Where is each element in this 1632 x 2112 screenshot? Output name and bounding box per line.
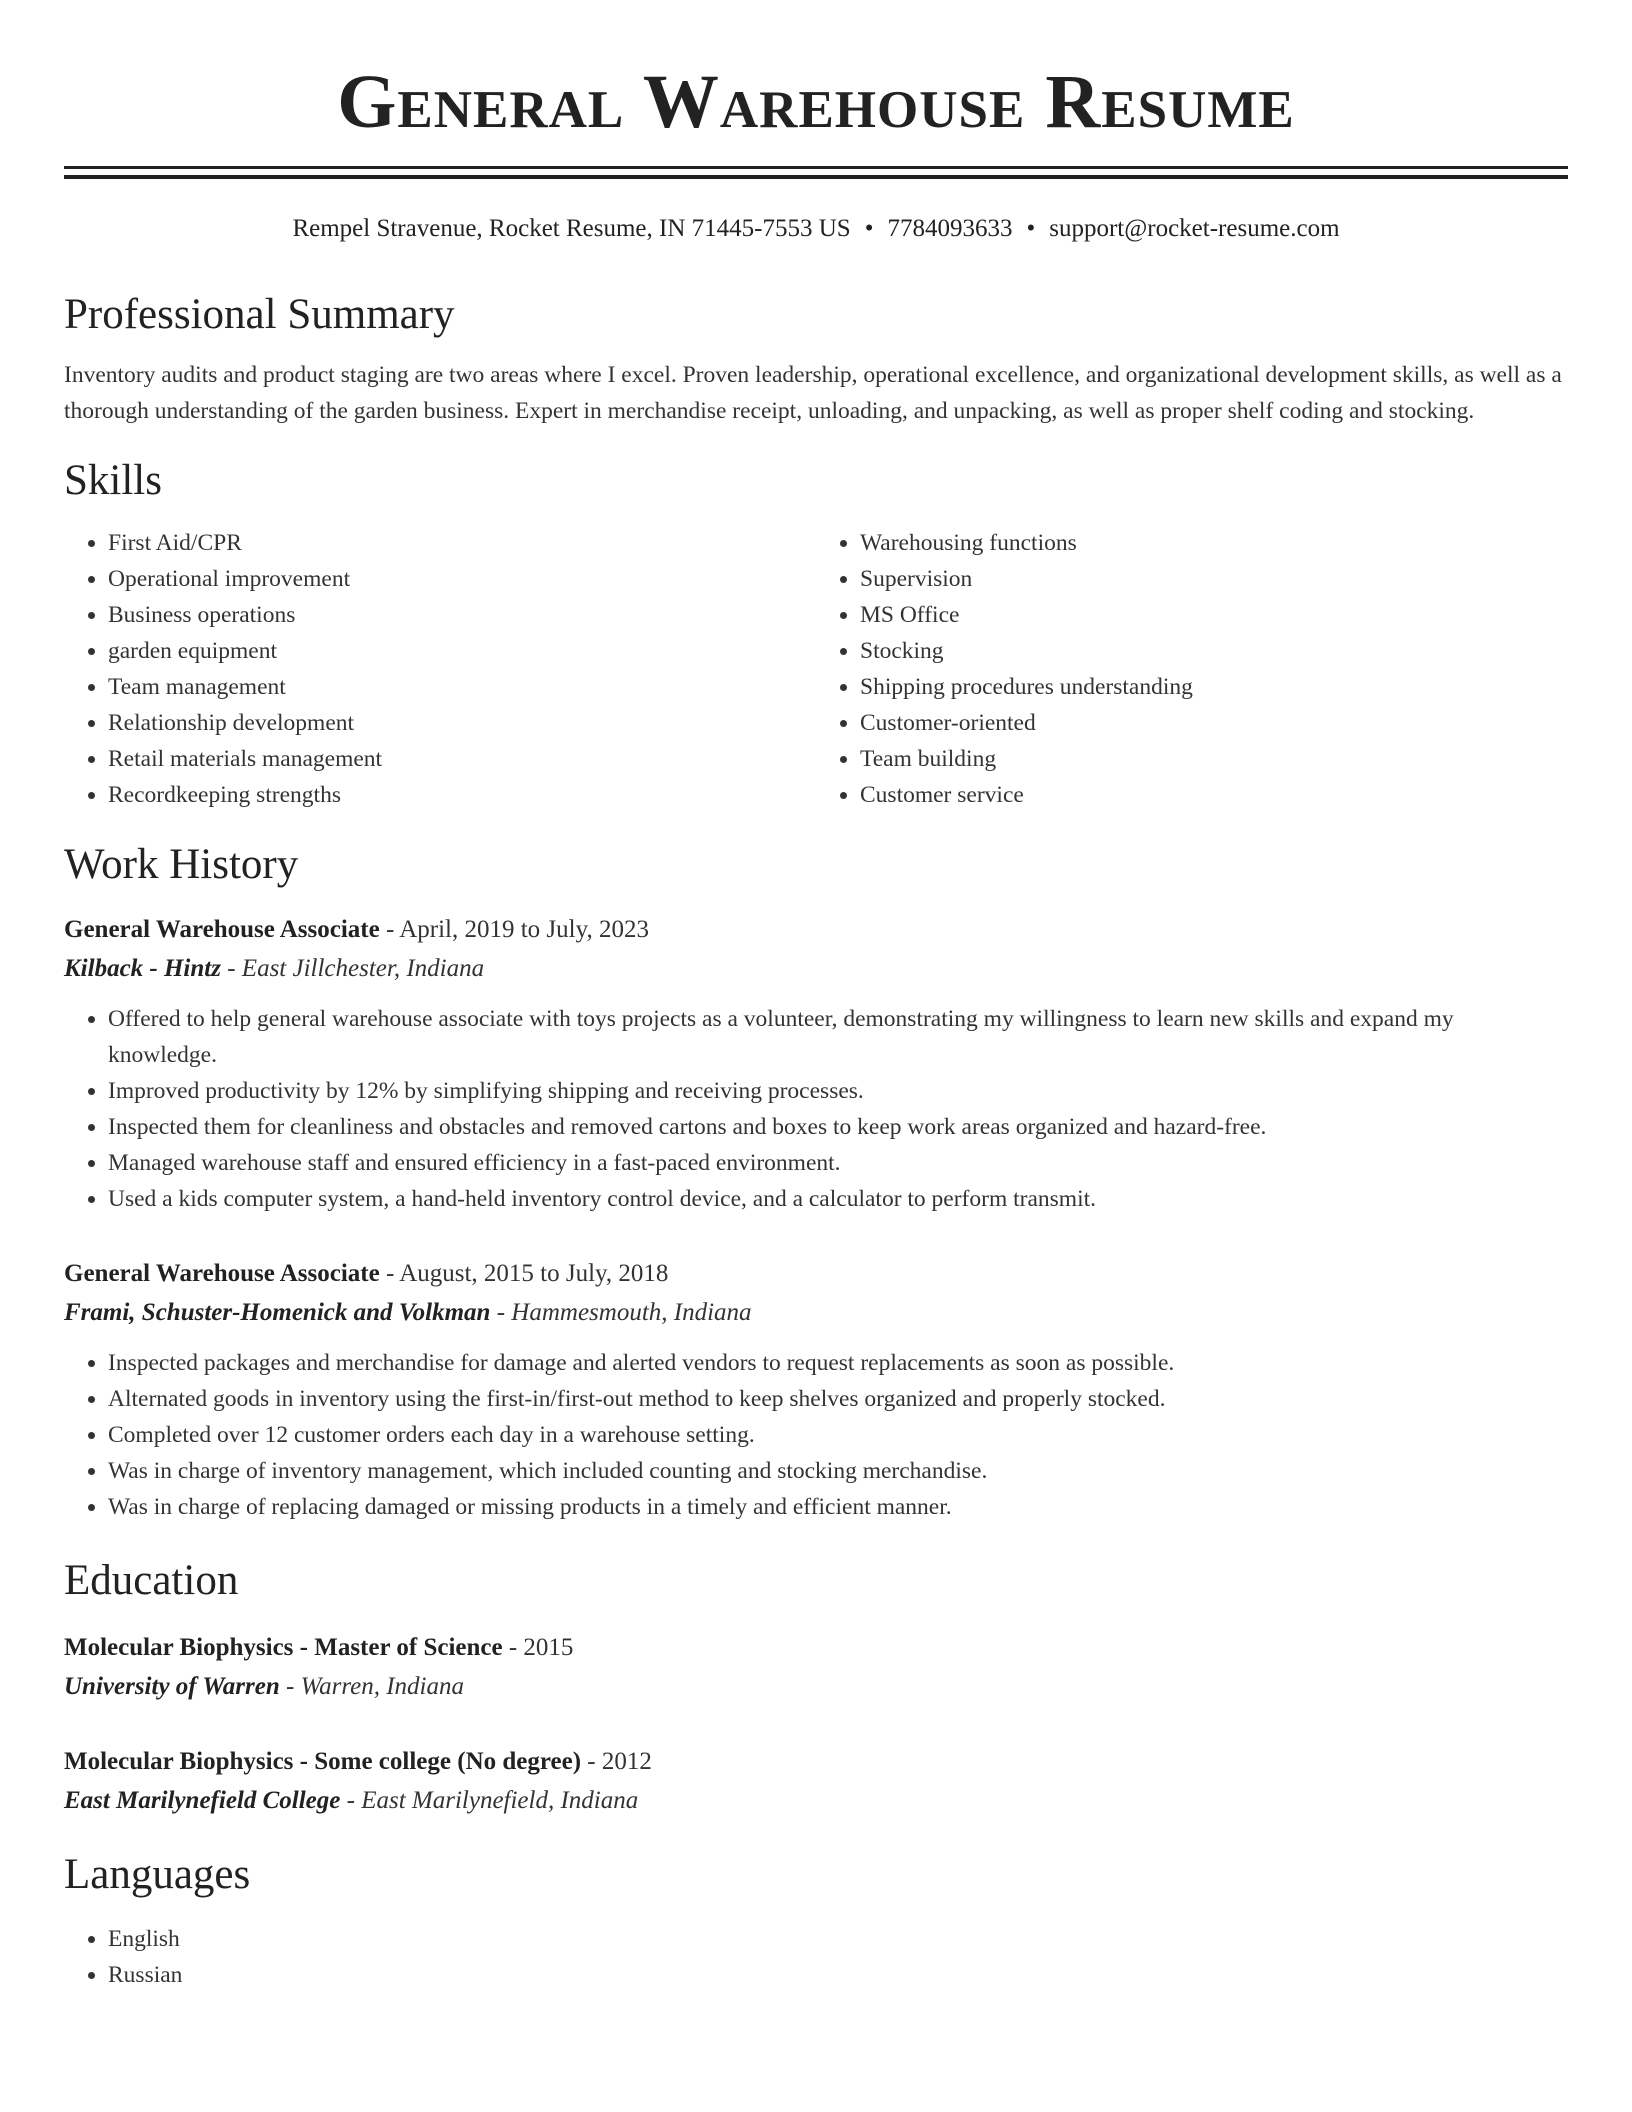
employer-line: Frami, Schuster-Homenick and Volkman - Hammesmouth, Indiana <box>64 1299 752 1326</box>
title-divider-top <box>64 166 1568 169</box>
contact-email: support@rocket-resume.com <box>1049 215 1340 242</box>
skills-list <box>64 525 1568 813</box>
title-divider-bottom <box>64 175 1568 179</box>
school-location: Warren, Indiana <box>300 1673 465 1700</box>
job-duty-item: • Improved productivity by 12% by simplifying shipping and receiving processes. <box>108 1073 1568 1109</box>
summary-heading: Professional Summary <box>64 291 455 338</box>
job-title-line: General Warehouse Associate - April, 2019 to July, 2023 <box>64 916 649 943</box>
degree-name: Molecular Biophysics - Some college (No degree) <box>64 1748 582 1775</box>
languages-list <box>64 1921 1568 1993</box>
degree-line: Molecular Biophysics - Master of Science - 2015 <box>64 1634 574 1661</box>
job-duty-item: • Managed warehouse staff and ensured efficiency in a fast-paced environment. <box>108 1145 1568 1181</box>
employer-name: Frami, Schuster-Homenick and Volkman <box>64 1299 491 1326</box>
degree-year: 2012 <box>601 1748 652 1775</box>
skill-item: • Team management <box>108 669 816 705</box>
job-title: General Warehouse Associate <box>64 1260 380 1287</box>
skill-item: • MS Office <box>860 597 1568 633</box>
degree-year: 2015 <box>523 1634 574 1661</box>
job-duties <box>64 1345 1568 1525</box>
employer-name: Kilback - Hintz <box>64 955 221 982</box>
skill-item: • Supervision <box>860 561 1568 597</box>
education-heading: Education <box>64 1557 239 1604</box>
skill-item: • First Aid/CPR <box>108 525 816 561</box>
contact-phone: 7784093633 <box>887 215 1013 242</box>
job-duty-item: • Completed over 12 customer orders each day in a warehouse setting. <box>108 1417 1568 1453</box>
resume-title: General Warehouse Resume <box>337 60 1295 144</box>
school-name: East Marilynefield College <box>64 1787 341 1814</box>
education-entry <box>64 1629 1568 1707</box>
job-duty-item: • Inspected packages and merchandise for damage and alerted vendors to request replacements as soon as possible. <box>108 1345 1568 1381</box>
job-dates: August, 2015 to July, 2018 <box>399 1260 669 1287</box>
contact-address: Rempel Stravenue, Rocket Resume, IN 71445-7553 US <box>292 215 851 242</box>
skill-item: • Customer service <box>860 777 1568 813</box>
skill-item: • Relationship development <box>108 705 816 741</box>
job-entry <box>64 911 1568 1217</box>
contact-separator: • <box>864 215 874 242</box>
education-entry <box>64 1743 1568 1821</box>
school-location: East Marilynefield, Indiana <box>361 1787 639 1814</box>
skill-item: • Retail materials management <box>108 741 816 777</box>
job-duty-item: • Was in charge of inventory management, which included counting and stocking merchandise. <box>108 1453 1568 1489</box>
job-entry <box>64 1255 1568 1525</box>
skill-item: • Business operations <box>108 597 816 633</box>
languages-heading: Languages <box>64 1851 251 1898</box>
language-item: • Russian <box>108 1957 1568 1993</box>
job-title: General Warehouse Associate <box>64 916 380 943</box>
skill-item: • Team building <box>860 741 1568 777</box>
job-duty-item: • Used a kids computer system, a hand-held inventory control device, and a calculator to perform transmit. <box>108 1181 1568 1217</box>
skill-item: • Stocking <box>860 633 1568 669</box>
language-item: • English <box>108 1921 1568 1957</box>
skill-item: • Operational improvement <box>108 561 816 597</box>
school-line: East Marilynefield College - East Marilynefield, Indiana <box>64 1787 639 1814</box>
job-title-line: General Warehouse Associate - August, 2015 to July, 2018 <box>64 1260 669 1287</box>
school-name: University of Warren <box>64 1673 280 1700</box>
skill-item: • Warehousing functions <box>860 525 1568 561</box>
employer-location: Hammesmouth, Indiana <box>511 1299 752 1326</box>
job-duties <box>64 1001 1568 1217</box>
work-history-heading: Work History <box>64 841 299 888</box>
degree-line: Molecular Biophysics - Some college (No degree) - 2012 <box>64 1748 652 1775</box>
employer-line: Kilback - Hintz - East Jillchester, Indiana <box>64 955 485 982</box>
contact-separator: • <box>1026 215 1036 242</box>
contact-line <box>64 213 1568 245</box>
summary-text: Inventory audits and product staging are two areas where I excel. Proven leadership, operational excellence, and organizational development skills, as well as a thorough understanding of the garden business. Expert in merchandise receipt, unloading, and unpacking, as well as proper shelf coding and stocking. <box>64 362 1562 424</box>
degree-name: Molecular Biophysics - Master of Science <box>64 1634 503 1661</box>
job-duty-item: • Inspected them for cleanliness and obstacles and removed cartons and boxes to keep work areas organized and hazard-free. <box>108 1109 1568 1145</box>
skill-item: • Shipping procedures understanding <box>860 669 1568 705</box>
employer-location: East Jillchester, Indiana <box>241 955 485 982</box>
skill-item: • Recordkeeping strengths <box>108 777 816 813</box>
job-duty-item: • Offered to help general warehouse associate with toys projects as a volunteer, demonstrating my willingness to learn new skills and expand my knowledge. <box>108 1001 1568 1073</box>
job-dates: April, 2019 to July, 2023 <box>399 916 649 943</box>
school-line: University of Warren - Warren, Indiana <box>64 1673 465 1700</box>
skill-item: • Customer-oriented <box>860 705 1568 741</box>
skill-item: • garden equipment <box>108 633 816 669</box>
skills-heading: Skills <box>64 457 162 504</box>
job-duty-item: • Was in charge of replacing damaged or missing products in a timely and efficient manner. <box>108 1489 1568 1525</box>
skills-column-right <box>816 525 1568 813</box>
job-duty-item: • Alternated goods in inventory using the first-in/first-out method to keep shelves organized and properly stocked. <box>108 1381 1568 1417</box>
skills-column-left <box>64 525 816 813</box>
